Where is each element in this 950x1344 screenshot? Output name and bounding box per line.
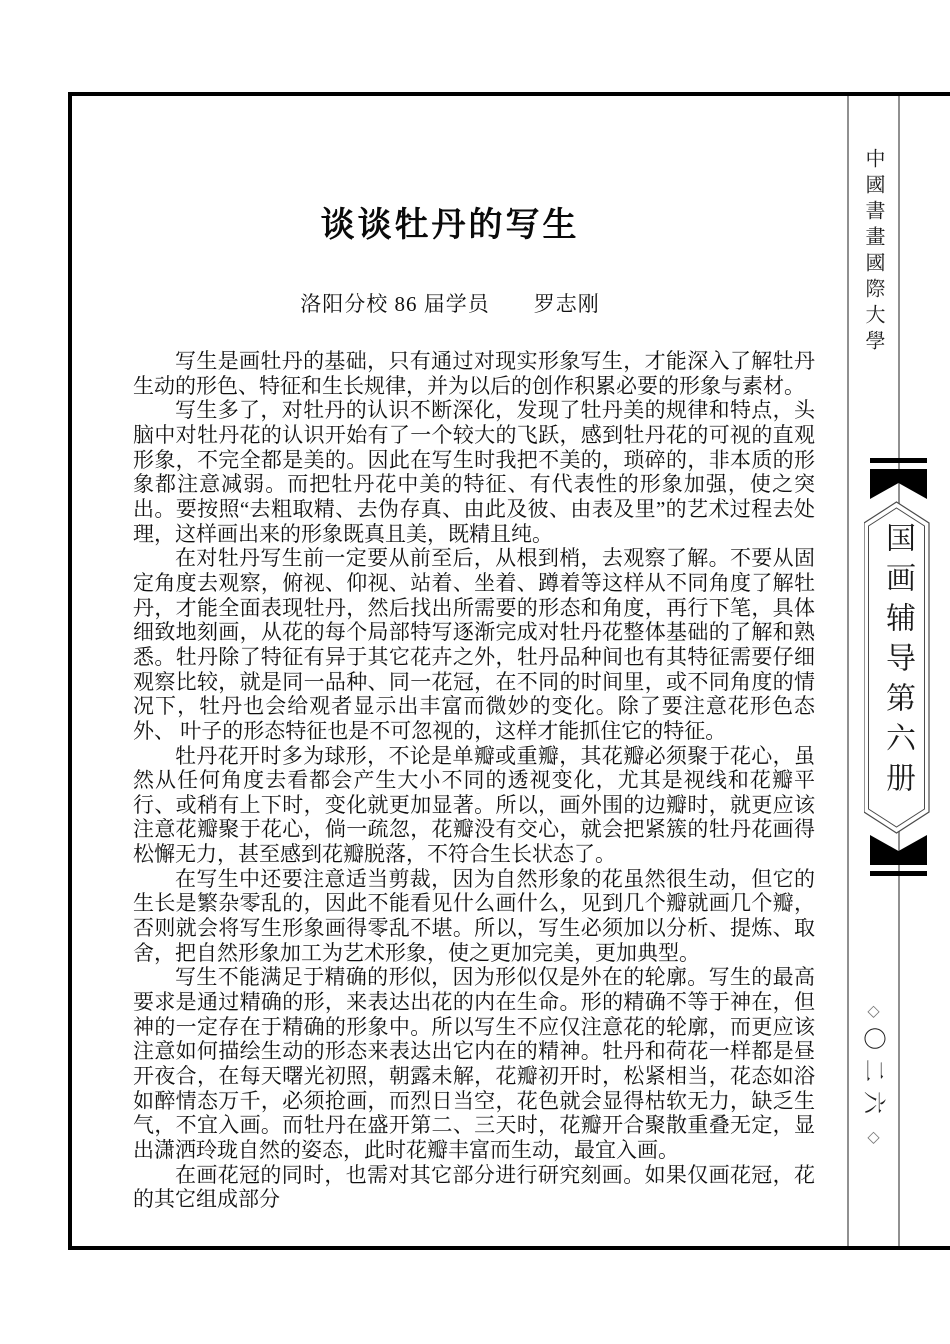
institution-vertical-title (848, 148, 899, 378)
paragraph-2: 写生多了，对牡丹的认识不断深化，发现了牡丹美的规律和特点，头脑中对牡丹花的认识开始有了一个较大的飞跃，感到牡丹花的可视的直观形象，不完全都是美的。因此在写生时我把不美的，琐碎的，非本质的形象都注意减弱。而把牡丹花中美的特征、有代表性的形象加强，使之突出。要按照“去粗取精、去伪存真、由此及彼、由表及里”的艺术过程去处理，这样画出来的形象既真且美，既精且纯。 (133, 398, 815, 546)
article-body (133, 349, 815, 1212)
paragraph-1: 写生是画牡丹的基础，只有通过对现实形象写生，才能深入了解牡丹生动的形色、特征和生长规律，并为以后的创作积累必要的形象与素材。 (133, 349, 815, 398)
paragraph-5: 在写生中还要注意适当剪裁，因为自然形象的花虽然很生动，但它的生长是繁杂零乱的，因此不能看见什么画什么，见到几个瓣就画几个瓣，否则就会将写生形象画得零乱不堪。所以，写生必须加以分析、提炼、取舍，把自然形象加工为艺术形象，使之更加完美，更加典型。 (133, 866, 815, 965)
frame-left-border (68, 92, 72, 1250)
article-title: 谈谈牡丹的写生 (320, 206, 580, 244)
frame-bottom-border (68, 1246, 950, 1250)
folio-ornament-top: ◇ (867, 1003, 880, 1020)
paragraph-4: 牡丹花开时多为球形，不论是单瓣或重瓣，其花瓣必须聚于花心，虽然从任何角度去看都会产生大小不同的透视变化，尤其是视线和花瓣平行、或稍有上下时，变化就更加显著。所以，画外围的边瓣时，就更应该注意花瓣聚于花心，倘一疏忽，花瓣没有交心，就会把紧簇的牡丹花画得松懈无力，甚至感到花瓣脱落，不符合生长状态了。 (133, 743, 815, 867)
paragraph-3: 在对牡丹写生前一定要从前至后，从根到梢，去观察了解。不要从固定角度去观察，俯视、仰视、站着、坐着、蹲着等这样从不同角度了解牡丹，才能全面表现牡丹，然后找出所需要的形态和角度，再行下笔，具体细致地刻画，从花的每个局部特写逐渐完成对牡丹花整体基础的了解和熟悉。牡丹除了特征有异于其它花卉之外，牡丹品种间也有其特征需要仔细观察比较，就是同一品种、同一花冠，在不同的时间里，或不同角度的情况下，牡丹也会给观者显示出丰富而微妙的变化。除了要注意花形色态外、 叶子的形态特征也是不可忽视的，这样才能抓住它的特征。 (133, 546, 815, 743)
folio-number: 〇二六 (861, 1027, 887, 1123)
volume-banner (864, 456, 930, 880)
folio-ornament-bottom: ◇ (867, 1129, 880, 1146)
article-byline: 洛阳分校 86 届学员 罗志刚 (300, 292, 600, 316)
frame-top-border (68, 92, 950, 96)
banner-label: 国画辅导第六册 (881, 522, 914, 802)
institution-text: 中國書畫國際大學 (862, 148, 884, 356)
banner-label-wrap (864, 522, 930, 822)
paragraph-7: 在画花冠的同时，也需对其它部分进行研究刻画。如果仅画花冠，花的其它组成部分 (133, 1162, 815, 1212)
paragraph-6: 写生不能满足于精确的形似，因为形似仅是外在的轮廓。写生的最高要求是通过精确的形，来表达出花的内在生命。形的精确不等于神在，但神的一定存在于精确的形象中。所以写生不应仅注意花的轮廓，而更应该注意如何描绘生动的形态来表达出它内在的精神。牡丹和荷花一样都是昼开夜合，在每天曙光初照，朝露未解，花瓣初开时，松紧相当，花态如浴如醉情态万千，必须抢画，而烈日当空，花色就会显得枯软无力，缺乏生气，不宜入画。而牡丹在盛开第二、三天时，花瓣开合聚散重叠无定，显出潇洒玲珑自然的姿态，此时花瓣丰富而生动，最宜入画。 (133, 965, 815, 1162)
page-folio (848, 1004, 899, 1146)
